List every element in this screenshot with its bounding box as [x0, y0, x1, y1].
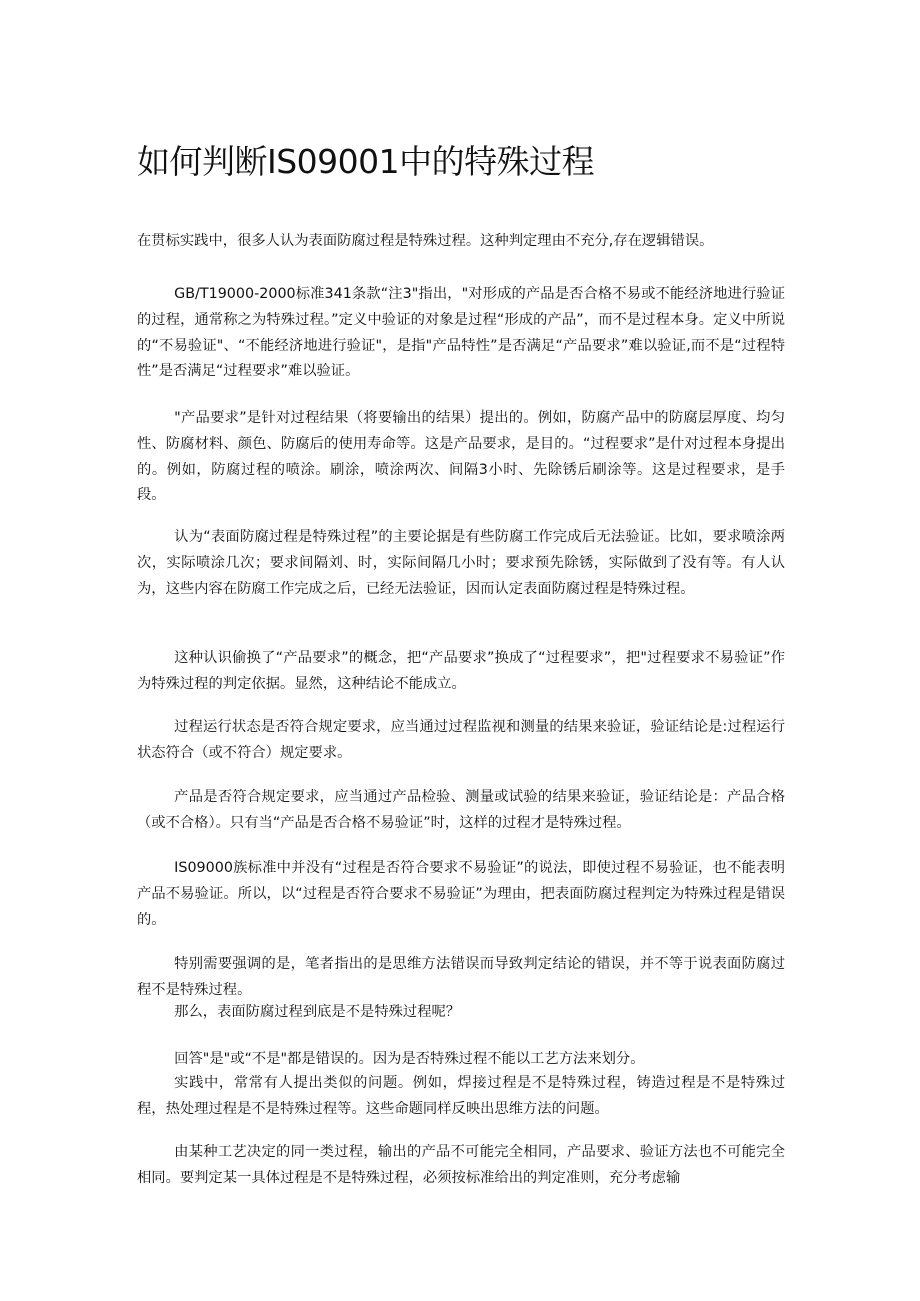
- paragraph-practice: 实践中，常常有人提出类似的问题。例如，焊接过程是不是特殊过程，铸造过程是不是特殊过程，热处理过程是不是特殊过程等。这些命题同样反映出思维方法的问题。: [137, 1075, 785, 1117]
- paragraph-emphasis: 特别需要强调的是，笔者指出的是思维方法错误而导致判定结论的错误，并不等于说表面防腐过程不是特殊过程。: [137, 956, 785, 998]
- paragraph-question: 那么，表面防腐过程到底是不是特殊过程呢？: [174, 1004, 461, 1020]
- paragraph-answer: 回答"是"或“不是"都是错误的。因为是否特殊过程不能以工艺方法来划分。: [174, 1051, 645, 1067]
- paragraph-standard-definition: GB/T19000-2000标准341条款“注3"指出，"对形成的产品是否合格不易或不能经济地进行验证的过程，通常称之为特殊过程。”定义中验证的对象是过程“形成的产品”，而不是过程本身。定义中所说的“不易验证"、“不能经济地进行验证"，是指"产品特性”是否满足“产品要求”难以验证,而不是“过程特性”是否满足“过程要求”难以验证。: [137, 286, 785, 380]
- paragraph-argument: 认为“表面防腐过程是特殊过程”的主要论据是有些防腐工作完成后无法验证。比如，要求喷涂两次，实际喷涂几次；要求间隔刘、时，实际间隔几小时；要求预先除锈，实际做到了没有等。有人认为，这些内容在防腐工作完成之后，已经无法验证，因而认定表面防腐过程是特殊过程。: [137, 529, 785, 597]
- paragraph-process-verification: 过程运行状态是否符合规定要求，应当通过过程监视和测量的结果来验证，验证结论是:过程运行状态符合（或不符合）规定要求。: [137, 719, 785, 761]
- paragraph-judgement: 由某种工艺决定的同一类过程，输出的产品不可能完全相同，产品要求、验证方法也不可能完全相同。要判定某一具体过程是不是特殊过程，必须按标准给出的判定准则，充分考虑输: [137, 1144, 785, 1186]
- paragraph-concept-swap: 这种认识偷换了“产品要求”的概念，把“产品要求”换成了“过程要求”，把"过程要求不易验证”作为特殊过程的判定依据。显然，这种结论不能成立。: [137, 650, 785, 692]
- paragraph-product-requirements: "产品要求”是针对过程结果（将要输出的结果）提出的。例如，防腐产品中的防腐层厚度、均匀性、防腐材料、颜色、防腐后的使用寿命等。这是产品要求，是目的。“过程要求”是什对过程本身提出的。例如，防腐过程的喷涂。刷涂，喷涂两次、间隔3小时、先除锈后刷涂等。这是过程要求，是手段。: [137, 410, 785, 504]
- paragraph-product-verification: 产品是否符合规定要求，应当通过产品检验、测量或试验的结果来验证，验证结论是：产品合格（或不合格）。只有当“产品是否合格不易验证”时，这样的过程才是特殊过程。: [137, 789, 785, 831]
- paragraph-intro: 在贯标实践中，很多人认为表面防腐过程是特殊过程。这种判定理由不充分,存在逻辑错误。: [137, 233, 714, 249]
- paragraph-iso-standard: IS09000族标准中并没有“过程是否符合要求不易验证”的说法，即使过程不易验证，也不能表明产品不易验证。所以，以“过程是否符合要求不易验证”为理由，把表面防腐过程判定为特殊过程是错误的。: [137, 860, 785, 928]
- document-title: 如何判断IS09001中的特殊过程: [137, 142, 595, 182]
